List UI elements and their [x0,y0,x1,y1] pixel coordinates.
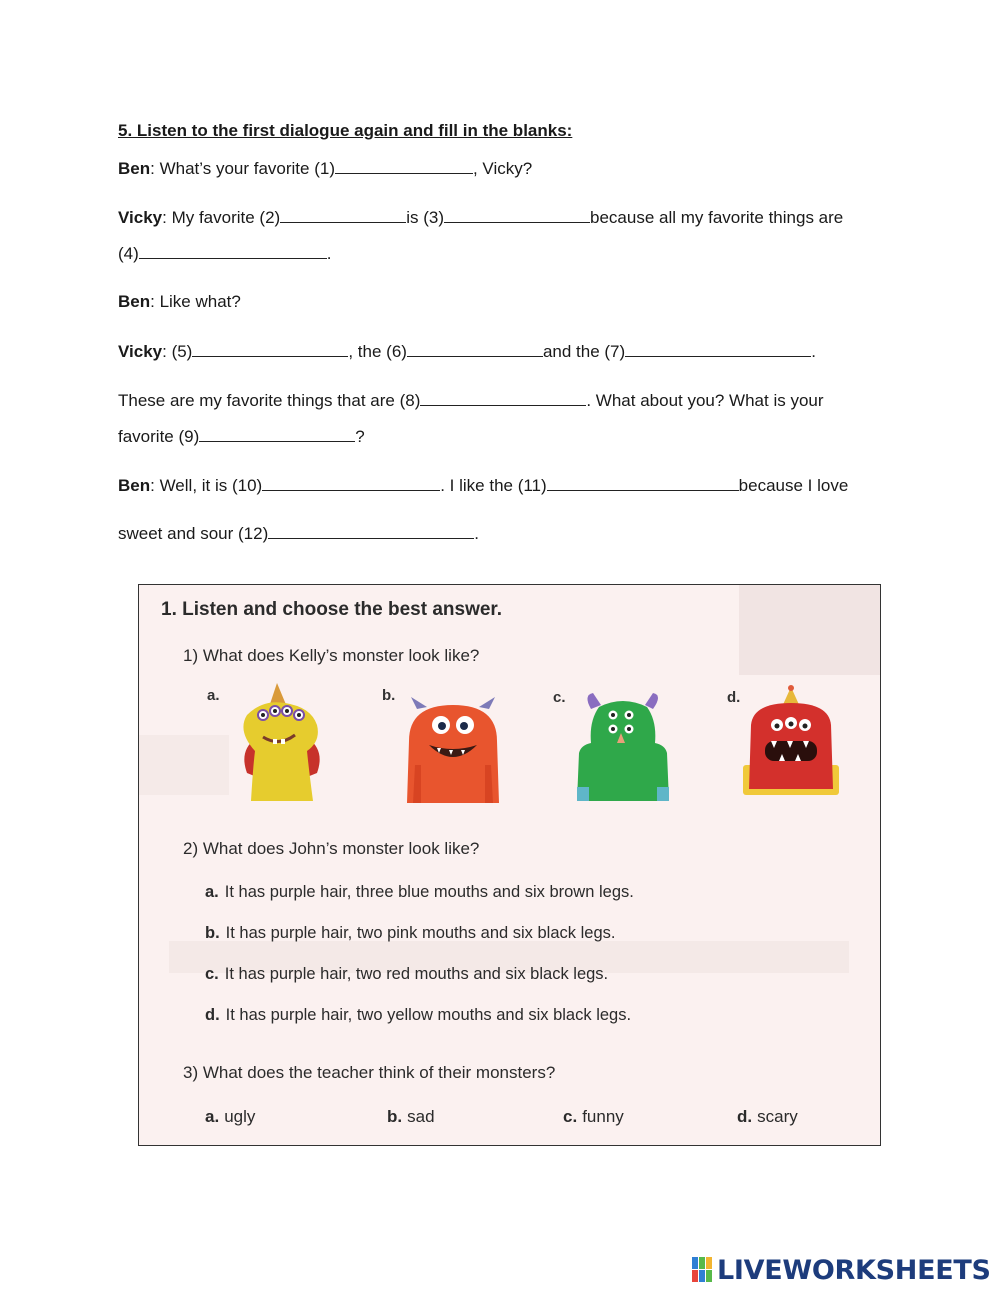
q2-option-c[interactable]: c. It has purple hair, two red mouths and six black legs. [205,965,609,983]
line-text: sweet and sour (12) [118,524,269,543]
line-text: : What’s your favorite (1) [150,159,335,178]
blank-2[interactable] [280,206,406,223]
blank-6[interactable] [407,340,543,357]
question-1: 1) What does Kelly’s monster look like? [183,646,480,665]
blank-4[interactable] [139,242,327,259]
blank-5[interactable] [192,340,348,357]
line-text: . What about you? What is your [586,391,824,410]
body [577,701,669,801]
brand-name: LIVEWORKSHEETS [717,1254,991,1286]
question-2: 2) What does John’s monster look like? [183,839,480,858]
choice-letter-d[interactable]: d. [727,689,741,706]
question-3: 3) What does the teacher think of their monsters? [183,1063,556,1082]
monster-b-image[interactable] [403,695,503,805]
q2-option-a[interactable]: a. It has purple hair, three blue mouths and six brown legs. [205,883,634,901]
monster-c-image[interactable] [577,691,669,803]
scan-bleed [739,585,880,675]
left-horn [411,697,427,709]
line-text: favorite (9) [118,427,200,446]
q2-option-d[interactable]: d. It has purple hair, two yellow mouths and six black legs. [205,1006,632,1024]
dialogue-line-8 [118,474,848,497]
dialogue-line-7 [118,425,365,448]
liveworksheets-logo-icon [692,1257,714,1283]
blank-11[interactable] [547,474,739,491]
exercise-title: 5. Listen to the first dialogue again and fill in the blanks: [118,121,573,140]
line-text: is (3) [406,208,444,227]
q3-answer-b[interactable]: b. sad [387,1107,435,1126]
choice-letter-a[interactable]: a. [207,687,220,704]
panel-title: 1. Listen and choose the best answer. [161,599,503,620]
line-text: . I like the (11) [440,476,547,495]
line-text: because I love [738,476,849,495]
speaker: Ben [118,292,151,311]
left-horn [587,693,601,709]
dialogue-line-1 [118,157,532,180]
q3-answer-c[interactable]: c. funny [563,1107,624,1126]
line-text: : Well, it is (10) [150,476,263,495]
line-text: : Like what? [150,292,241,311]
q2-option-b[interactable]: b. It has purple hair, two pink mouths and six black legs. [205,924,616,942]
blank-9[interactable] [199,425,355,442]
fill-blanks-exercise [118,112,898,543]
monster-a-image[interactable] [233,681,331,803]
q3-answer-a[interactable]: a. ugly [205,1107,256,1126]
blank-7[interactable] [625,340,811,357]
blank-1[interactable] [335,157,473,174]
blank-12[interactable] [268,522,474,539]
line-text: because all my favorite things are [590,208,844,227]
dialogue-line-5 [118,340,816,363]
speaker: Ben [118,159,151,178]
line-text: , Vicky? [472,159,533,178]
line-text: ? [355,427,365,446]
right-horn [479,697,495,709]
dialogue-line-6 [118,389,824,412]
right-horn [645,693,658,709]
choice-letter-b[interactable]: b. [382,687,396,704]
dialogue-line-2 [118,206,843,229]
blank-8[interactable] [420,389,586,406]
choice-letter-c[interactable]: c. [553,689,566,706]
line-text: . [474,524,479,543]
dialogue-line-3 [118,242,332,265]
line-text: and the (7) [542,342,626,361]
speaker: Ben [118,476,151,495]
textbook-scan-panel [138,584,881,1146]
q3-answer-d[interactable]: d. scary [737,1107,798,1126]
line-text: : My favorite (2) [162,208,281,227]
line-text: . [811,342,816,361]
liveworksheets-logo [692,1253,991,1287]
scan-bleed [139,735,229,795]
line-text: These are my favorite things that are (8) [118,391,421,410]
dialogue-line-9 [118,522,479,545]
line-text: . [326,244,332,263]
speaker: Vicky [118,208,163,227]
blank-3[interactable] [444,206,590,223]
monster-d-image[interactable] [743,685,839,797]
line-text: (4) [118,244,139,263]
blank-10[interactable] [262,474,440,491]
line-text: , the (6) [348,342,407,361]
dialogue-line-4 [118,291,241,313]
speaker: Vicky [118,342,163,361]
line-text: : (5) [162,342,193,361]
